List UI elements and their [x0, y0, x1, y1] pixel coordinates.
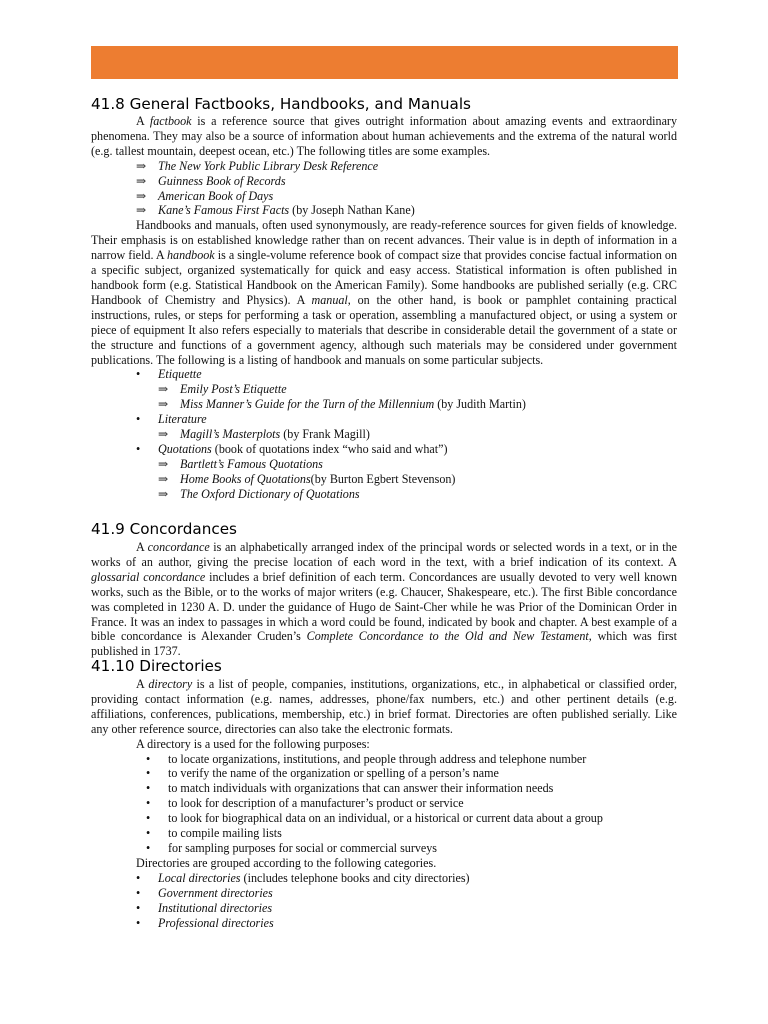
list-item: ⇒ Home Books of Quotations(by Burton Egbert Stevenson)	[158, 471, 456, 486]
list-item: • to compile mailing lists	[146, 826, 282, 841]
list-item: • Etiquette	[136, 367, 202, 382]
bullet-icon: •	[146, 766, 151, 781]
bullet-icon: •	[136, 915, 141, 930]
list-item: ⇒ Kane’s Famous First Facts (by Joseph Nathan Kane)	[136, 203, 415, 218]
purposes-intro: A directory is a used for the following purposes:	[136, 736, 370, 751]
bullet-icon: •	[136, 412, 141, 427]
bullet-icon: •	[136, 885, 141, 900]
list-item: • Government directories	[136, 885, 273, 900]
factbook-paragraph: A factbook is a reference source that gives outright information about amazing events and extraordinary phenomena. They may also be a source of information about human achievements and the extrema of the natural world (e.g. tallest mountain, deepest ocean, etc.) The following titles are some examples.	[91, 114, 678, 158]
list-item: • to locate organizations, institutions, and people through address and telephone number	[146, 751, 587, 766]
list-item: ⇒ Miss Manner’s Guide for the Turn of the Millennium (by Judith Martin)	[158, 397, 526, 412]
factbook-examples-list	[136, 159, 677, 219]
list-item: • to look for description of a manufacturer’s product or service	[146, 796, 464, 811]
list-item: ⇒ The Oxford Dictionary of Quotations	[158, 486, 360, 501]
list-item: • Quotations (book of quotations index “who said and what”)	[136, 441, 448, 456]
list-item: ⇒ Guinness Book of Records	[136, 173, 286, 188]
arrow-icon: ⇒	[158, 427, 169, 442]
arrow-icon: ⇒	[158, 486, 169, 501]
section-heading-41-9: 41.9 Concordances	[91, 520, 237, 538]
list-item: • Professional directories	[136, 915, 274, 930]
section-heading-41-10: 41.10 Directories	[91, 657, 222, 675]
list-item: • Local directories (includes telephone books and city directories)	[136, 870, 470, 885]
bullet-icon: •	[146, 796, 151, 811]
categories-intro: Directories are grouped according to the following categories.	[136, 855, 437, 870]
list-item: ⇒ Emily Post’s Etiquette	[158, 382, 287, 397]
section-heading-41-8: 41.8 General Factbooks, Handbooks, and Manuals	[91, 95, 471, 113]
list-item: • to verify the name of the organization or spelling of a person’s name	[146, 766, 499, 781]
directory-paragraph: A directory is a list of people, companies, institutions, organizations, etc., in alphabetical or classified order, providing contact information (e.g. names, addresses, phone/fax numbers, etc.) and other pertinent details (e.g. affiliations, conferences, publications, membership, etc.) in brief format. Directories are often published serially. Like any other reference source, directories can also take the electronic formats.	[91, 677, 677, 736]
list-item: ⇒ Bartlett’s Famous Quotations	[158, 456, 323, 471]
header-banner	[91, 46, 678, 79]
bullet-icon: •	[136, 367, 141, 382]
arrow-icon: ⇒	[158, 382, 169, 397]
bullet-icon: •	[136, 870, 141, 885]
list-item: ⇒ The New York Public Library Desk Reference	[136, 158, 379, 173]
handbooks-paragraph: Handbooks and manuals, often used synonymously, are ready-reference sources for given fields of knowledge. Their emphasis is on established knowledge rather than on recent advances. Their value is in depth of information in a narrow field. A handbook is a single-volume reference book of compact size that provides concise factual information on a specific subject, organized systematically for quick and easy access. Statistical information is often published in handbook form (e.g. Statistical Handbook on the American Family). Some handbooks are published serially (e.g. CRC Handbook of Chemistry and Physics). A manual, on the other hand, is book or pamphlet containing practical instructions, rules, or steps for performing a task or operation, assembling a manufactured object, or using a system or piece of equipment It also refers especially to materials that describe in considerable detail the government of a state or the structure and functions of a government agency, although such materials may be considered under government publications. The following is a listing of handbook and manuals on some particular subjects.	[91, 218, 678, 367]
arrow-icon: ⇒	[136, 173, 147, 188]
bullet-icon: •	[146, 751, 151, 766]
bullet-icon: •	[146, 840, 151, 855]
bullet-icon: •	[146, 826, 151, 841]
list-item: ⇒ Magill’s Masterplots (by Frank Magill)	[158, 427, 370, 442]
subjects-list	[136, 367, 677, 501]
bullet-icon: •	[146, 811, 151, 826]
arrow-icon: ⇒	[158, 456, 169, 471]
list-item: • for sampling purposes for social or commercial surveys	[146, 840, 438, 855]
bullet-icon: •	[136, 900, 141, 915]
bullet-icon: •	[146, 781, 151, 796]
concordance-paragraph: A concordance is an alphabetically arranged index of the principal words or selected words in a text, or in the works of an author, giving the precise location of each word in the text, with a brief indication of its context. A glossarial concordance includes a brief definition of each term. Concordances are usually devoted to very well known works, such as the Bible, or to the works of major writers (e.g. Chaucer, Shakespeare, etc.). The first Bible concordance was completed in 1230 A. D. under the guidance of Hugo de Saint-Cher while he was Prior of the Dominican Order in France. It was an index to passages in which a word could be found, indicated by book and chapter. A best example of a bible concordance is Alexander Cruden’s Complete Concordance to the Old and New Testament, which was first published in 1737.	[91, 540, 678, 659]
bullet-icon: •	[136, 441, 141, 456]
purposes-list	[146, 752, 677, 856]
arrow-icon: ⇒	[158, 397, 169, 412]
arrow-icon: ⇒	[136, 203, 147, 218]
list-item: ⇒ American Book of Days	[136, 188, 274, 203]
list-item: • Institutional directories	[136, 900, 273, 915]
arrow-icon: ⇒	[136, 188, 147, 203]
list-item: • to look for biographical data on an individual, or a historical or current data about a group	[146, 811, 603, 826]
arrow-icon: ⇒	[136, 158, 147, 173]
list-item: • Literature	[136, 412, 207, 427]
list-item: • to match individuals with organizations that can answer their information needs	[146, 781, 554, 796]
arrow-icon: ⇒	[158, 471, 169, 486]
categories-list	[136, 871, 677, 931]
